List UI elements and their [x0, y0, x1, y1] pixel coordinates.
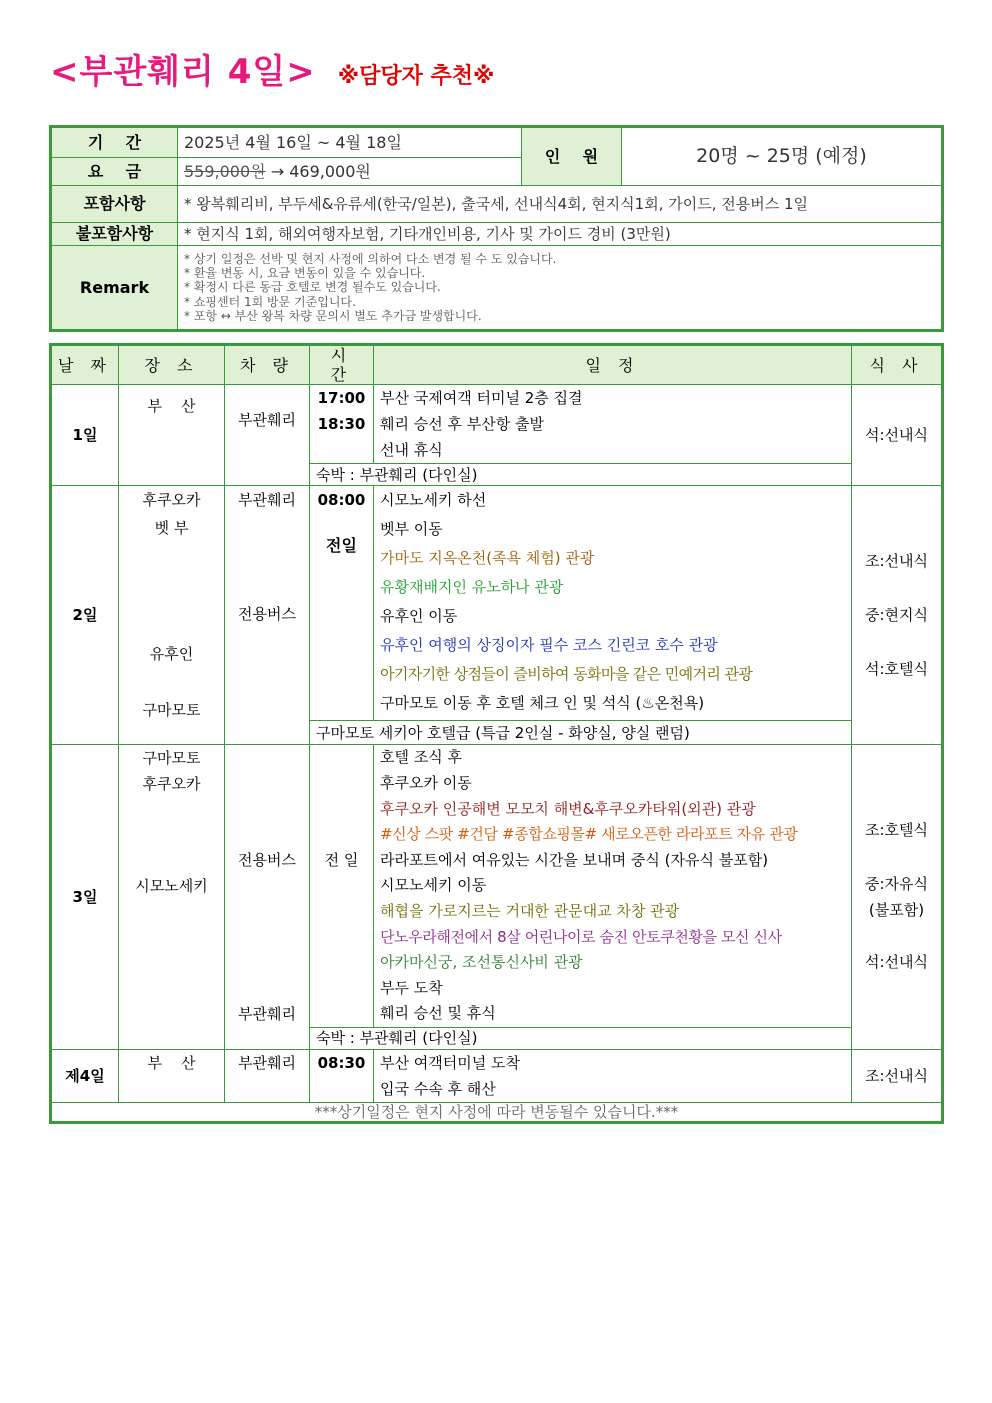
itinerary-item: 아기자기한 상점들이 즐비하여 동화마을 같은 민예거리 관광 [380, 665, 753, 684]
day2-meals [852, 486, 942, 745]
day1-meal: 석:선내식 [852, 385, 942, 486]
day1-items [374, 385, 852, 464]
day2-meal: 조:선내식 [864, 552, 928, 571]
itinerary-item: 시모노세키 이동 [380, 876, 487, 895]
page-title [50, 44, 494, 93]
day3-vehicle: 전용버스 [238, 851, 296, 870]
remark-item: * 확정시 다른 동급 호텔로 변경 될수도 있습니다. [184, 280, 441, 295]
period-label: 기 간 [52, 128, 178, 158]
itinerary-item: 후쿠오카 이동 [380, 773, 472, 792]
day3-time: 전 일 [324, 851, 359, 870]
day2-place: 유후인 [149, 645, 194, 664]
day2-vehicles [225, 486, 310, 745]
itinerary-item: 호텔 조식 후 [380, 748, 462, 767]
excluded-label: 불포함사항 [52, 223, 178, 246]
day3-place: 구마모토 [142, 749, 201, 768]
itinerary-item: 아카마신궁, 조선통신사비 관광 [380, 953, 583, 972]
day3-times [310, 745, 374, 1028]
schedule-table [51, 345, 942, 1122]
day2-place: 벳 부 [154, 519, 189, 538]
day3-meal: (불포함) [868, 901, 925, 920]
day4-time: 08:30 [310, 1049, 374, 1102]
price-value [178, 158, 522, 186]
title-sub: ※담당자 추천※ [337, 64, 495, 89]
day3-lodging: 숙박 : 부관훼리 (다인실) [310, 1027, 852, 1049]
itinerary-item: 유후인 여행의 상징이자 필수 코스 긴린코 호수 관광 [380, 636, 718, 655]
info-table [51, 127, 942, 330]
day3-items [374, 745, 852, 1028]
itinerary-item: 선내 휴식 [380, 441, 443, 460]
itinerary-item: 단노우라해전에서 8살 어린나이로 숨진 안토쿠천황을 모신 신사 [380, 927, 782, 946]
price-new: → 469,000원 [265, 161, 371, 181]
remark-item: * 쇼핑센터 1회 방문 기준입니다. [184, 294, 356, 309]
day2-places [119, 486, 225, 745]
title-main: <부관훼리 4일> [50, 52, 316, 92]
itinerary-item: 유후인 이동 [380, 607, 458, 626]
included-value: * 왕복훼리비, 부두세&유류세(한국/일본), 출국세, 선내식4회, 현지식1회, 가이드, 전용버스 1일 [178, 186, 942, 223]
day3-places [119, 745, 225, 1050]
itinerary-item: 라라포트에서 여유있는 시간을 보내며 중식 (자유식 불포함) [380, 850, 769, 869]
itinerary-item: 후쿠오카 인공해변 모모치 해변&후쿠오카타워(외관) 관광 [380, 799, 756, 818]
itinerary-item: 부산 여객터미널 도착 [380, 1053, 520, 1072]
day2-times [310, 486, 374, 721]
day2-vehicle: 전용버스 [238, 605, 296, 624]
remark-item: * 상기 일정은 선박 및 현지 사정에 의하여 다소 변경 될 수 도 있습니다. [184, 252, 557, 267]
remark-label: Remark [52, 246, 178, 330]
day2-items [374, 486, 852, 721]
day2-meal: 중:현지식 [864, 606, 928, 625]
itinerary-item: 가마도 지옥온천(족욕 체험) 관광 [380, 549, 595, 568]
people-value: 20명 ~ 25명 (예정) [622, 128, 942, 186]
header-meal: 식 사 [852, 346, 942, 385]
itinerary-item: 벳부 이동 [380, 520, 443, 539]
day4-meal: 조:선내식 [852, 1049, 942, 1102]
day2-vehicle: 부관훼리 [238, 491, 296, 510]
day2-place: 구마모토 [142, 701, 201, 720]
day1-label: 1일 [52, 385, 119, 486]
day3-meal: 석:선내식 [864, 953, 928, 972]
day1-lodging: 숙박 : 부관훼리 (다인실) [310, 464, 852, 486]
remark-item: * 포항 ↔ 부산 왕복 차량 문의시 별도 추가금 발생합니다. [184, 308, 482, 323]
itinerary-item: 부두 도착 [380, 978, 443, 997]
day1-time: 18:30 [317, 415, 366, 434]
remark-list [178, 246, 942, 330]
day2-lodging: 구마모토 세키아 호텔급 (특급 2인실 - 화양실, 양실 랜덤) [310, 721, 852, 745]
itinerary-item: 시모노세키 하선 [380, 491, 487, 510]
day3-meals [852, 745, 942, 1050]
itinerary-item: 구마모토 이동 후 호텔 체크 인 및 석식 (♨온천욕) [380, 694, 705, 713]
remark-item: * 환율 변동 시, 요금 변동이 있을 수 있습니다. [184, 266, 426, 281]
day3-meal: 조:호텔식 [864, 821, 928, 840]
day3-place: 시모노세키 [135, 877, 208, 896]
day3-label: 3일 [52, 745, 119, 1050]
day4-vehicle: 부관훼리 [225, 1049, 310, 1102]
day3-meal: 중:자유식 [864, 875, 928, 894]
schedule-footer: ***상기일정은 현지 사정에 따라 변동될수 있습니다.*** [52, 1102, 942, 1121]
day3-vehicles [225, 745, 310, 1050]
people-label: 인 원 [522, 128, 622, 186]
header-date: 날 짜 [52, 346, 119, 385]
period-value: 2025년 4월 16일 ~ 4월 18일 [178, 128, 522, 158]
header-time: 시 간 [310, 346, 374, 385]
day1-vehicle: 부관훼리 [225, 385, 310, 486]
day4-place: 부 산 [119, 1049, 225, 1102]
price-old: 559,000원 [184, 161, 266, 181]
itinerary-item: 훼리 승선 및 휴식 [380, 1004, 496, 1023]
day1-times [310, 385, 374, 464]
excluded-value: * 현지식 1회, 해외여행자보험, 기타개인비용, 기사 및 가이드 경비 (3만원) [178, 223, 942, 246]
day4-label: 제4일 [52, 1049, 119, 1102]
day2-place: 후쿠오카 [142, 491, 201, 510]
day4-items [374, 1049, 852, 1102]
day1-place: 부 산 [119, 385, 225, 486]
included-label: 포함사항 [52, 186, 178, 223]
itinerary-item: 유황재배지인 유노하나 관광 [380, 578, 564, 597]
itinerary-item: 입국 수속 후 해산 [380, 1079, 496, 1098]
itinerary-item: 훼리 승선 후 부산항 출발 [380, 415, 544, 434]
day3-place: 후쿠오카 [142, 775, 201, 794]
itinerary-item: 해협을 가로지르는 거대한 관문대교 차창 관광 [380, 901, 680, 920]
day2-time: 전일 [326, 536, 357, 556]
header-place: 장 소 [119, 346, 225, 385]
itinerary-item: 부산 국제여객 터미널 2층 집결 [380, 389, 583, 408]
header-vehicle: 차 량 [225, 346, 310, 385]
day1-time: 17:00 [317, 389, 366, 408]
price-label: 요 금 [52, 158, 178, 186]
header-itinerary: 일 정 [374, 346, 852, 385]
day2-meal: 석:호텔식 [864, 660, 928, 679]
itinerary-item: #신상 스팟 #건담 #종합쇼핑몰# 새로오픈한 라라포트 자유 관광 [380, 825, 798, 844]
day3-vehicle: 부관훼리 [238, 1005, 296, 1024]
day2-label: 2일 [52, 486, 119, 745]
day2-time: 08:00 [317, 491, 366, 510]
